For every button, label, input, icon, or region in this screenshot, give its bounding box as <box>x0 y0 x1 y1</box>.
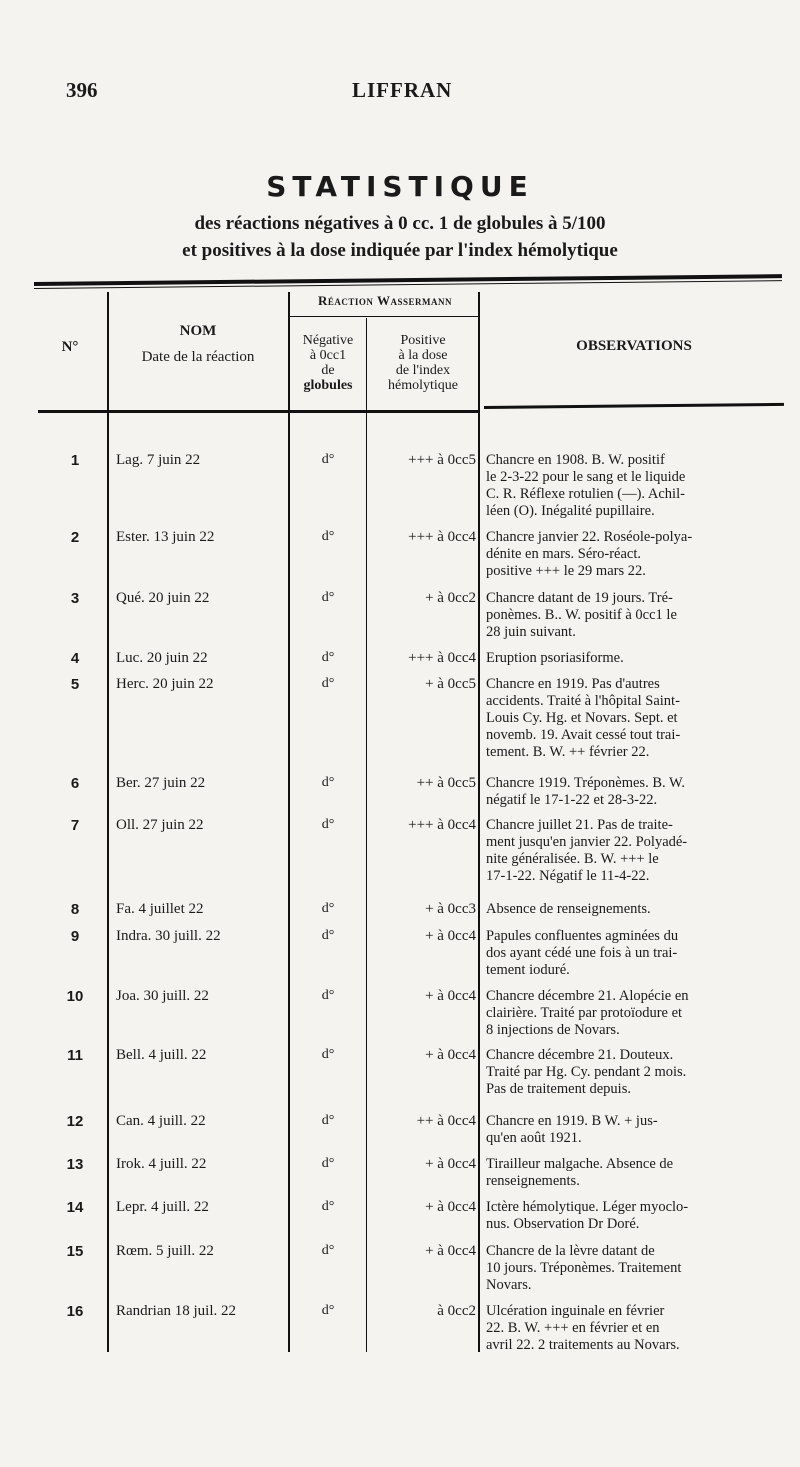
col-divider-3 <box>366 318 367 1352</box>
observation-line: Chancre de la lèvre datant de <box>486 1243 655 1259</box>
observation-line: nus. Observation Dr Doré. <box>486 1216 640 1232</box>
row-observations <box>486 1113 786 1147</box>
observation-line: Chancre en 1919. Pas d'autres <box>486 676 660 692</box>
header-bottom-rule-left <box>38 410 478 413</box>
row-negative: d° <box>321 928 335 943</box>
observation-line: Traité par Hg. Cy. pendant 2 mois. <box>486 1064 687 1080</box>
row-name-date: Indra. 30 juill. 22 <box>116 928 221 944</box>
row-name-date: Oll. 27 juin 22 <box>116 817 204 833</box>
observation-line: tement. B. W. ++ février 22. <box>486 744 650 760</box>
col-divider-4 <box>478 292 480 1352</box>
row-positive: + à 0cc3 <box>425 901 476 917</box>
row-negative: d° <box>321 1156 335 1171</box>
row-negative: d° <box>321 817 335 832</box>
header-wassermann: Réaction Wassermann <box>318 293 452 308</box>
row-positive: +++ à 0cc5 <box>408 452 476 468</box>
row-positive: + à 0cc5 <box>425 676 476 692</box>
header-positive-line: à la dose <box>398 348 448 363</box>
subtitle-line-1: des réactions négatives à 0 cc. 1 de globules à 5/100 <box>194 213 606 234</box>
observation-line: Chancre décembre 21. Alopécie en <box>486 988 689 1004</box>
header-nom <box>108 324 288 365</box>
row-positive: à 0cc2 <box>437 1303 476 1319</box>
row-positive: + à 0cc4 <box>425 1156 476 1172</box>
observation-line: positive +++ le 29 mars 22. <box>486 563 646 579</box>
observation-line: Chancre juillet 21. Pas de traite- <box>486 817 673 833</box>
observation-line: ment jusqu'en janvier 22. Polyadé- <box>486 834 688 850</box>
row-observations <box>486 676 786 761</box>
row-name-date: Lag. 7 juin 22 <box>116 452 201 468</box>
row-positive: +++ à 0cc4 <box>408 817 476 833</box>
row-name-date: Ber. 27 juin 22 <box>116 775 206 791</box>
header-positive-line: de l'index <box>395 363 451 378</box>
row-negative: d° <box>321 1303 335 1318</box>
row-negative: d° <box>321 676 335 691</box>
observation-line: Chancre 1919. Tréponèmes. B. W. <box>486 775 685 791</box>
row-number: 15 <box>66 1243 84 1260</box>
row-negative: d° <box>321 1243 335 1258</box>
row-observations <box>486 1199 786 1233</box>
row-negative: d° <box>321 529 335 544</box>
row-negative: d° <box>321 901 335 916</box>
row-observations <box>486 1243 786 1294</box>
header-nom-date: Date de la réaction <box>141 349 255 365</box>
row-positive: + à 0cc4 <box>425 1047 476 1063</box>
header-observations: OBSERVATIONS <box>576 338 692 354</box>
row-positive: + à 0cc4 <box>425 1199 476 1215</box>
observation-line: Chancre janvier 22. Roséole-polya- <box>486 529 693 545</box>
row-name-date: Bell. 4 juill. 22 <box>116 1047 207 1063</box>
observation-line: Eruption psoriasiforme. <box>486 650 624 666</box>
header-no: N° <box>61 339 79 355</box>
row-negative: d° <box>321 1199 335 1214</box>
observation-line: Chancre datant de 19 jours. Tré- <box>486 590 673 606</box>
observation-line: Papules confluentes agminées du <box>486 928 679 944</box>
row-positive: +++ à 0cc4 <box>408 650 476 666</box>
row-positive: + à 0cc4 <box>425 928 476 944</box>
observation-line: 17-1-22. Négatif le 11-4-22. <box>486 868 650 884</box>
row-number: 6 <box>70 775 80 792</box>
row-negative: d° <box>321 590 335 605</box>
observation-line: avril 22. 2 traitements au Novars. <box>486 1337 680 1353</box>
row-observations <box>486 1156 786 1190</box>
row-positive: ++ à 0cc4 <box>416 1113 476 1129</box>
row-name-date: Fa. 4 juillet 22 <box>116 901 204 917</box>
header-negative-line: de <box>321 363 335 378</box>
row-positive: +++ à 0cc4 <box>408 529 476 545</box>
row-name-date: Joa. 30 juill. 22 <box>116 988 209 1004</box>
observation-line: renseignements. <box>486 1173 580 1189</box>
row-observations <box>486 775 786 809</box>
row-observations <box>486 817 786 885</box>
subtitle-line-2: et positives à la dose indiquée par l'index hémolytique <box>182 240 618 261</box>
row-negative: d° <box>321 775 335 790</box>
header-positive-line: hémolytique <box>388 378 458 393</box>
observation-line: 10 jours. Tréponèmes. Traitement <box>486 1260 682 1276</box>
header-nom-title: NOM <box>179 323 217 339</box>
observation-line: qu'en août 1921. <box>486 1130 582 1146</box>
row-number: 7 <box>70 817 80 834</box>
observation-line: 22. B. W. +++ en février et en <box>486 1320 660 1336</box>
header-positive-line: Positive <box>400 333 446 348</box>
row-name-date: Rœm. 5 juill. 22 <box>116 1243 214 1259</box>
header-bottom-rule-right <box>484 403 784 409</box>
observation-line: nite généralisée. B. W. +++ le <box>486 851 659 867</box>
row-observations <box>486 1047 786 1098</box>
observation-line: Ulcération inguinale en février <box>486 1303 665 1319</box>
row-observations <box>486 901 786 918</box>
row-number: 5 <box>70 676 80 693</box>
observation-line: clairière. Traité par protoïodure et <box>486 1005 683 1021</box>
row-number: 9 <box>70 928 80 945</box>
header-positive <box>368 333 478 393</box>
header-negative-line: globules <box>303 378 353 393</box>
row-negative: d° <box>321 1113 335 1128</box>
row-number: 11 <box>67 1047 83 1064</box>
observation-line: Absence de renseignements. <box>486 901 651 917</box>
observation-line: tement ioduré. <box>486 962 570 978</box>
header-negative-line: à 0cc1 <box>309 348 347 363</box>
header-negative <box>290 333 366 393</box>
row-number: 4 <box>70 650 80 667</box>
observation-line: Chancre en 1908. B. W. positif <box>486 452 665 468</box>
row-number: 12 <box>66 1113 84 1130</box>
row-name-date: Randrian 18 juil. 22 <box>116 1303 236 1319</box>
observation-line: Ictère hémolytique. Léger myoclo- <box>486 1199 689 1215</box>
row-number: 10 <box>66 988 84 1005</box>
row-number: 16 <box>66 1303 84 1320</box>
observation-line: négatif le 17-1-22 et 28-3-22. <box>486 792 658 808</box>
observation-line: dénite en mars. Séro-réact. <box>486 546 641 562</box>
observation-line: léen (O). Inégalité pupillaire. <box>486 503 655 519</box>
observation-line: Chancre en 1919. B W. + jus- <box>486 1113 658 1129</box>
observation-line: Chancre décembre 21. Douteux. <box>486 1047 674 1063</box>
row-observations <box>486 529 786 580</box>
row-negative: d° <box>321 650 335 665</box>
observation-line: accidents. Traité à l'hôpital Saint- <box>486 693 680 709</box>
row-observations <box>486 928 786 979</box>
row-number: 8 <box>70 901 80 918</box>
observation-line: Tirailleur malgache. Absence de <box>486 1156 674 1172</box>
group-header-rule <box>290 316 478 317</box>
observation-line: 28 juin suivant. <box>486 624 576 640</box>
row-positive: + à 0cc4 <box>425 988 476 1004</box>
row-name-date: Irok. 4 juill. 22 <box>116 1156 207 1172</box>
row-observations <box>486 590 786 641</box>
row-name-date: Luc. 20 juin 22 <box>116 650 208 666</box>
row-number: 13 <box>66 1156 84 1173</box>
row-observations <box>486 452 786 520</box>
table-title: STATISTIQUE <box>266 170 534 203</box>
row-name-date: Can. 4 juill. 22 <box>116 1113 206 1129</box>
observation-line: Pas de traitement depuis. <box>486 1081 631 1097</box>
row-negative: d° <box>321 988 335 1003</box>
row-number: 1 <box>70 452 80 469</box>
observation-line: dos ayant cédé une fois à un trai- <box>486 945 678 961</box>
row-number: 2 <box>70 529 80 546</box>
observation-line: Novars. <box>486 1277 532 1293</box>
row-number: 3 <box>70 590 80 607</box>
row-observations <box>486 650 786 667</box>
row-number: 14 <box>66 1199 84 1216</box>
running-title: LIFFRAN <box>352 78 453 102</box>
observation-line: ponèmes. B.. W. positif à 0cc1 le <box>486 607 677 623</box>
row-negative: d° <box>321 452 335 467</box>
row-positive: + à 0cc4 <box>425 1243 476 1259</box>
observation-line: le 2-3-22 pour le sang et le liquide <box>486 469 686 485</box>
row-positive: ++ à 0cc5 <box>416 775 476 791</box>
row-name-date: Qué. 20 juin 22 <box>116 590 210 606</box>
observation-line: novemb. 19. Avait cessé tout trai- <box>486 727 681 743</box>
observation-line: 8 injections de Novars. <box>486 1022 620 1038</box>
row-negative: d° <box>321 1047 335 1062</box>
row-name-date: Lepr. 4 juill. 22 <box>116 1199 209 1215</box>
observation-line: Louis Cy. Hg. et Novars. Sept. et <box>486 710 678 726</box>
header-negative-line: Négative <box>302 333 354 348</box>
row-observations <box>486 1303 786 1354</box>
page-number: 396 <box>66 78 98 102</box>
row-observations <box>486 988 786 1039</box>
observation-line: C. R. Réflexe rotulien (—). Achil- <box>486 486 685 502</box>
row-name-date: Ester. 13 juin 22 <box>116 529 215 545</box>
row-name-date: Herc. 20 juin 22 <box>116 676 214 692</box>
row-positive: + à 0cc2 <box>425 590 476 606</box>
